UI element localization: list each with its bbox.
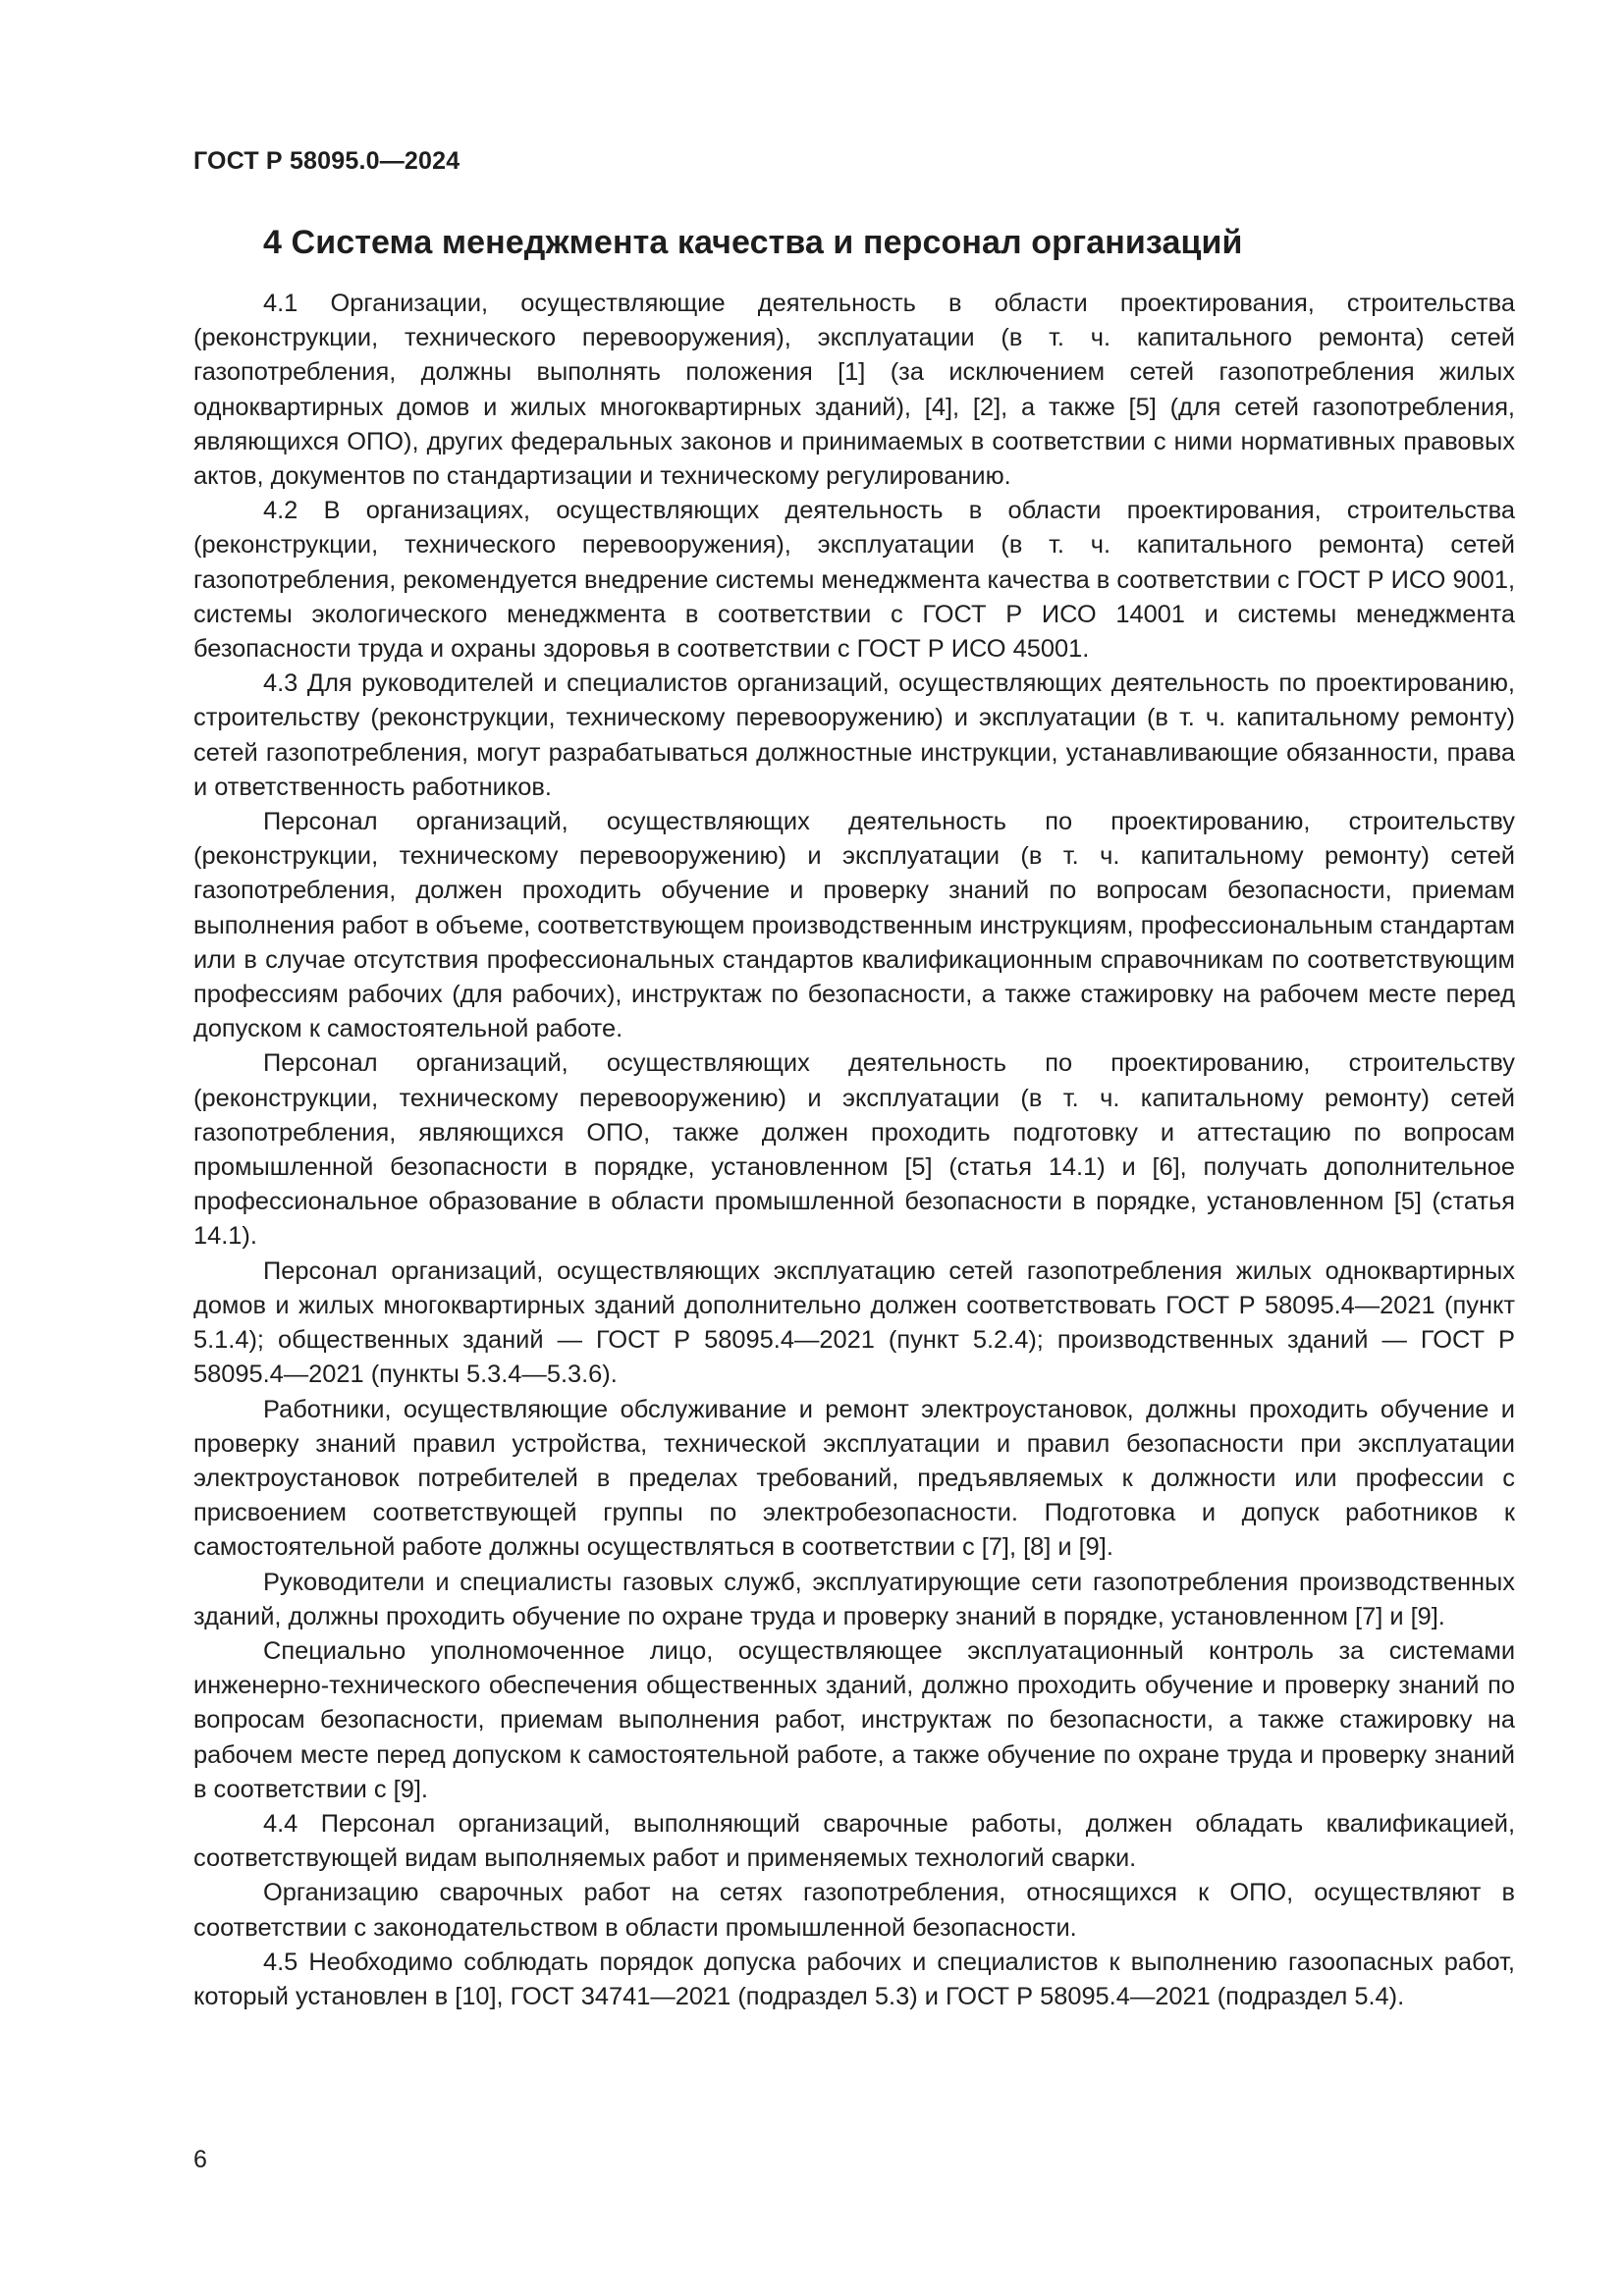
paragraph-personnel-training: Персонал организаций, осуществляющих деятельность по проектированию, строительству (реконструкции, техническому перевооружению) и эксплуатации (в т. ч. капитальному ремонту) сетей газопотребления, должен проходить обучение и проверку знаний по вопросам безопасности, приемам выполнения работ в объеме, соответствующем производственным инструкциям, профессиональным стандартам или в случае отсутствия профессиональных стандартов квалификационным справочникам по соответствующим профессиям рабочих (для рабочих), инструктаж по безопасности, а также стажировку на рабочем месте перед допуском к самостоятельной работе. bbox=[193, 808, 1515, 1043]
section-title: 4 Система менеджмента качества и персонал организаций bbox=[263, 224, 1243, 261]
paragraph-4-1: 4.1 Организации, осуществляющие деятельность в области проектирования, строительства (реконструкции, технического перевооружения), эксплуатации (в т. ч. капитального ремонта) сетей газопотребления, должны выполнять положения [1] (за исключением сетей газопотребления жилых одноквартирных домов и жилых многоквартирных зданий), [4], [2], а также [5] (для сетей газопотребления, являющихся ОПО), других федеральных законов и принимаемых в соответствии с ними нормативных правовых актов, документов по стандартизации и техническому регулированию. bbox=[193, 290, 1515, 491]
paragraph-welding-organization: Организацию сварочных работ на сетях газопотребления, относящихся к ОПО, осуществляют в соответствии с законодательством в области промышленной безопасности. bbox=[193, 1879, 1515, 1942]
paragraph-authorized-person: Специально уполномоченное лицо, осуществляющее эксплуатационный контроль за системами инженерно-технического обеспечения общественных зданий, должно проходить обучение и проверку знаний по вопросам безопасности, приемам выполнения работ, инструктаж по безопасности, а также стажировку на рабочем месте перед допуском к самостоятельной работе, а также обучение по охране труда и проверку знаний в соответствии с [9]. bbox=[193, 1636, 1515, 1803]
paragraph-gas-service-managers: Руководители и специалисты газовых служб, эксплуатирующие сети газопотребления производственных зданий, должны проходить обучение по охране труда и проверку знаний в порядке, установленном [7] и [9]. bbox=[193, 1568, 1515, 1630]
paragraph-personnel-opo: Персонал организаций, осуществляющих деятельность по проектированию, строительству (реконструкции, техническому перевооружению) и эксплуатации (в т. ч. капитальному ремонту) сетей газопотребления, являющихся ОПО, также должен проходить подготовку и аттестацию по вопросам промышленной безопасности в порядке, установленном [5] (статья 14.1) и [6], получать дополнительное профессиональное образование в области промышленной безопасности в порядке, установленном [5] (статья 14.1). bbox=[193, 1049, 1515, 1251]
document-code-header: ГОСТ Р 58095.0—2024 bbox=[193, 147, 460, 175]
paragraph-personnel-buildings: Персонал организаций, осуществляющих эксплуатацию сетей газопотребления жилых одноквартирных домов и жилых многоквартирных зданий дополнительно должен соответствовать ГОСТ Р 58095.4—2021 (пункт 5.1.4); общественных зданий — ГОСТ Р 58095.4—2021 (пункт 5.2.4); производственных зданий — ГОСТ Р 58095.4—2021 (пункты 5.3.4—5.3.6). bbox=[193, 1256, 1515, 1389]
section-body bbox=[193, 287, 1515, 2014]
page-number: 6 bbox=[193, 2146, 207, 2173]
paragraph-4-3: 4.3 Для руководителей и специалистов организаций, осуществляющих деятельность по проектированию, строительству (реконструкции, техническому перевооружению) и эксплуатации (в т. ч. капитальному ремонту) сетей газопотребления, могут разрабатываться должностные инструкции, устанавливающие обязанности, права и ответственность работников. bbox=[193, 669, 1515, 801]
paragraph-4-2: 4.2 В организациях, осуществляющих деятельность в области проектирования, строительства (реконструкции, технического перевооружения), эксплуатации (в т. ч. капитального ремонта) сетей газопотребления, рекомендуется внедрение системы менеджмента качества в соответствии с ГОСТ Р ИСО 9001, системы экологического менеджмента в соответствии с ГОСТ Р ИСО 14001 и системы менеджмента безопасности труда и охраны здоровья в соответствии с ГОСТ Р ИСО 45001. bbox=[193, 497, 1515, 664]
paragraph-4-4: 4.4 Персонал организаций, выполняющий сварочные работы, должен обладать квалификацией, соответствующей видам выполняемых работ и применяемых технологий сварки. bbox=[193, 1809, 1515, 1873]
paragraph-4-5: 4.5 Необходимо соблюдать порядок допуска рабочих и специалистов к выполнению газоопасных работ, который установлен в [10], ГОСТ 34741—2021 (подраздел 5.3) и ГОСТ Р 58095.4—2021 (подраздел 5.4). bbox=[193, 1948, 1515, 2010]
paragraph-electrical-workers: Работники, осуществляющие обслуживание и ремонт электроустановок, должны проходить обучение и проверку знаний правил устройства, технической эксплуатации и правил безопасности при эксплуатации электроустановок потребителей в пределах требований, предъявляемых к должности или профессии с присвоением соответствующей группы по электробезопасности. Подготовка и допуск работников к самостоятельной работе должны осуществляться в соответствии с [7], [8] и [9]. bbox=[193, 1395, 1515, 1562]
